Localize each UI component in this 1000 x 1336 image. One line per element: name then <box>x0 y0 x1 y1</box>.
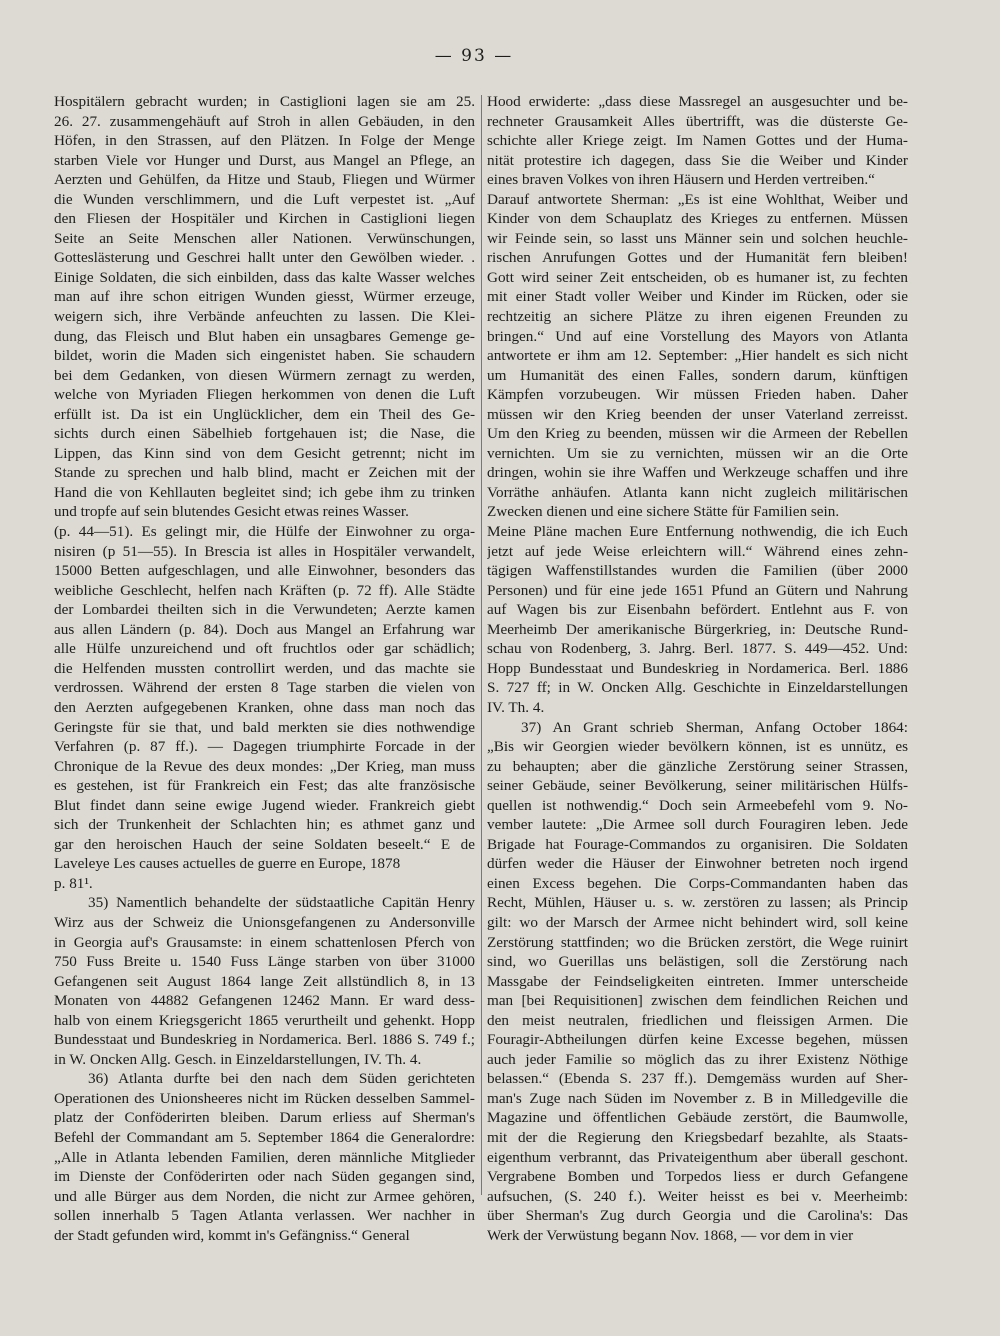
text-line: vernichten. Um sie zu vernichten, müssen wir an die Orte <box>487 444 908 462</box>
text-line: halb von einem Kriegsgericht 1865 verurtheilt und gehenkt. Hopp <box>54 1011 475 1029</box>
text-line: Vorräthe anhäufen. Atlanta kann nicht zugleich militärischen <box>487 483 908 501</box>
text-line: welche von Myriaden Fliegen herkommen von denen die Luft <box>54 386 475 404</box>
text-line: bei dem Gedanken, von diesen Würmern zernagt zu werden, <box>54 366 475 384</box>
text-line: Hand die von Kehllauten begleitet sind; ich gebe ihm zu trinken <box>54 483 475 501</box>
text-line: bildet, worin die Maden sich eingenistet haben. Sie schaudern <box>54 347 475 365</box>
text-line: Vergrabene Bomben und Torpedos liess er durch Gefangene <box>487 1168 908 1186</box>
text-line: gilt: wo der Marsch der Armee nicht behindert wird, soll keine <box>487 913 908 931</box>
text-line: IV. Th. 4. <box>487 698 545 716</box>
text-line: der Stadt gefunden wird, kommt in's Gefängniss.“ General <box>54 1226 410 1244</box>
text-line: über Sherman's Zug durch Georgia und die Carolina's: Das <box>487 1207 908 1225</box>
text-line: man auf ihre schon eitrigen Wunden giesst, Würmer erzeuge, <box>54 288 475 306</box>
text-line: „Alle in Atlanta lebenden Familien, deren männliche Mitglieder <box>54 1148 475 1166</box>
text-line: nisiren (p 51—55). In Brescia ist alles in Hospitäler verwandelt, <box>54 542 475 560</box>
text-line: jetzt auf jede Weise erleichtern will.“ Während eines zehn- <box>487 542 908 560</box>
text-line: Kämpfen vorzubeugen. Wir müssen Frieden haben. Daher <box>487 386 908 404</box>
text-line: Aerzten und Gehülfen, da Hitze und Staub, Fliegen und Würmer <box>54 171 475 189</box>
text-line: schichte aller Kriege zeigt. Im Namen Gottes und der Huma- <box>487 132 908 150</box>
text-line: den meist neutralen, friedlichen und fleissigen Armen. Die <box>487 1011 908 1029</box>
text-line: müssen wir den Krieg beenden der unser Vaterland zerreisst. <box>487 405 908 423</box>
text-line: Recht, Mühlen, Häuser u. s. w. zerstören zu lassen; als Princip <box>487 894 908 912</box>
text-line: rechneter Grausamkeit Alles übertrifft, was die düsterste Ge- <box>487 112 908 130</box>
text-line: man [bei Requisitionen] zwischen dem feindlichen Reichen und <box>487 992 908 1010</box>
text-line: alle Hülfe unzureichend und oft fruchtlos oder gar schädlich; <box>54 640 475 658</box>
text-line: nität protestire ich dagegen, dass Sie die Weiber und Kinder <box>487 151 908 169</box>
text-line: belassen.“ (Ebenda S. 237 ff.). Demgemäss wurden auf Sher- <box>487 1070 908 1088</box>
text-line: Verfahren (p. 87 ff.). — Dagegen triumphirte Forcade in der <box>54 738 475 756</box>
text-line: Gefangenen seit August 1864 lange Zeit allstündlich 8, in 13 <box>54 972 475 990</box>
text-line: rischen Anrufungen Gottes und der Humanität fern bleiben! <box>487 249 908 267</box>
text-line: Chronique de la Revue des deux mondes: „Der Krieg, man muss <box>54 757 475 775</box>
text-line: die Helfenden mussten controllirt werden, und das machte sie <box>54 659 475 677</box>
text-line: Darauf antwortete Sherman: „Es ist eine Wohlthat, Weiber und <box>487 190 908 208</box>
text-line: man's Zuge nach Süden im November z. B in Milledgeville die <box>487 1089 908 1107</box>
text-line: Seite an Seite Menschen aller Nationen. Verwünschungen, <box>54 229 475 247</box>
text-line: die Wunden verschlimmern, und die Luft verpestet ist. „Auf <box>54 190 475 208</box>
text-line: weigern sich, ihre Verbände anfeuchten zu lassen. Die Klei- <box>54 308 475 326</box>
text-line: Operationen des Unionsheeres nicht im Rücken desselben Sammel- <box>54 1089 475 1107</box>
text-line: weibliche Geschlecht, helfen nach Kräften (p. 72 ff). Alle Städte <box>54 581 475 599</box>
text-line: Meerheimb Der amerikanische Bürgerkrieg, in: Deutsche Rund- <box>487 620 908 638</box>
text-line: Hospitälern gebracht wurden; in Castiglioni lagen sie am 25. <box>54 93 475 110</box>
text-line: Bundesstaat und Bundeskrieg in Nordamerica. Berl. 1886 S. 749 f.; <box>54 1031 475 1049</box>
text-line: Lippen, das Kinn sind von dem Gesicht getrennt; nicht im <box>54 444 475 462</box>
text-line: Laveleye Les causes actuelles de guerre en Europe, 1878 <box>54 855 401 873</box>
text-line: 36) Atlanta durfte bei den nach dem Süden gerichteten <box>88 1070 475 1088</box>
text-line: Werk der Verwüstung begann Nov. 1868, — vor dem in vier <box>487 1226 854 1244</box>
text-line: und alle Bürger aus dem Norden, die nicht zur Armee gehören, <box>54 1187 475 1205</box>
text-line: in Georgia auf's Grausamste: in einem schattenlosen Pferch von <box>54 933 475 951</box>
text-line: Brigade hat Fourage-Commandos zu organisiren. Die Soldaten <box>487 835 908 853</box>
text-line: eines braven Volkes von ihren Häusern und Herden vertreiben.“ <box>487 171 875 189</box>
text-line: 15000 Betten aufgeschlagen, und alle Einwohner, besonders das <box>54 562 475 580</box>
text-line: platz der Conföderirten bleiben. Darum erliess auf Sherman's <box>54 1109 475 1127</box>
left-column <box>54 92 475 1245</box>
text-line: 26. 27. zusammengehäuft auf Stroh in allen Gebäuden, in den <box>54 112 475 130</box>
text-line: den Fliesen der Hospitäler und Kirchen in Castiglioni liegen <box>54 210 475 228</box>
text-line: dringen, wohin sie ihre Waffen und Werkzeuge schaffen und ihre <box>487 464 908 482</box>
text-line: erfüllt ist. Da ist ein Unglücklicher, dem ein Theil des Ge- <box>54 405 475 423</box>
text-line: Einige Soldaten, die sich einbilden, dass das kalte Wasser welches <box>54 268 475 286</box>
text-line: gar den heroischen Hauch der seine Soldaten beseelt.“ E de <box>54 835 475 853</box>
text-line: quellen ist nothwendig.“ Doch sein Armeebefehl vom 9. No- <box>487 796 908 814</box>
text-line: der Lombardei theilten sich in die Verwundeten; Aerzte kamen <box>54 601 475 619</box>
text-line: dürfen weder die Häuser der Einwohner betreten noch irgend <box>487 855 908 873</box>
text-line: Fouragir-Abtheilungen dürfen keine Excesse begehen, müssen <box>487 1031 908 1049</box>
text-line: seiner Gebäude, seiner Bevölkerung, seiner militärischen Hülfs- <box>487 777 908 795</box>
text-line: auf Wagen bis zur Eisenbahn befördert. Entlehnt aus F. von <box>487 601 908 619</box>
text-line: den Aerzten aufgegebenen Kranken, ohne dass man noch das <box>54 698 475 716</box>
text-line: Zwecken dienen und eine sichere Stätte für Familien sein. <box>487 503 840 521</box>
text-line: es gestehen, ist für Frankreich ein Fest; das alte französische <box>54 777 475 795</box>
text-line: vember lautete: „Die Armee soll durch Fouragiren leben. Jede <box>487 816 908 834</box>
text-line: 750 Fuss Breite u. 1540 Fuss Länge starben von über 31000 <box>54 953 475 971</box>
column-divider <box>481 95 482 1195</box>
text-line: Gott wird seiner Zeit entscheiden, ob es humaner ist, zu fechten <box>487 268 908 286</box>
text-line: mit der die Regierung den Kriegsbedarf bezahlte, als Staats- <box>487 1128 908 1146</box>
text-line: Geringste für sie that, und bald merkten sie dies nothwendige <box>54 718 475 736</box>
text-line: eigenthum verbrannt, das Privateigenthum aber überall geschont. <box>487 1148 908 1166</box>
text-line: Hopp Bundesstaat und Bundeskrieg in Nordamerica. Berl. 1886 <box>487 659 908 677</box>
text-line: Wirz aus der Schweiz die Unionsgefangenen zu Andersonville <box>54 913 475 931</box>
text-line: bringen.“ Und auf eine Vorstellung des Mayors von Atlanta <box>487 327 908 345</box>
text-line: 37) An Grant schrieb Sherman, Anfang October 1864: <box>521 718 908 736</box>
text-line: auch jeder Familie so möglich das zu ihrer Existenz Nöthige <box>487 1050 908 1068</box>
text-line: 35) Namentlich behandelte der südstaatliche Capitän Henry <box>88 894 475 912</box>
text-line: verdrossen. Während der ersten 8 Tage starben die vielen von <box>54 679 475 697</box>
text-line: tägigen Waffenstillstandes wurden die Familien (über 2000 <box>487 562 908 580</box>
text-line: antwortete er ihm am 12. September: „Hier handelt es sich nicht <box>487 347 908 365</box>
text-line: sich der Trunkenheit der Schlachten hin; es athmet ganz und <box>54 816 475 834</box>
page-number: — 93 — <box>434 46 514 66</box>
text-line: zu behaupten; aber die gänzliche Zerstörung seiner Strassen, <box>487 757 908 775</box>
text-line: rechtzeitig an sichere Plätze zu ihren eigenen Freunden zu <box>487 308 908 326</box>
text-line: Massgabe der Feindseligkeiten eintreten. Immer unterscheide <box>487 972 908 990</box>
text-line: (p. 44—51). Es gelingt mir, die Hülfe der Einwohner zu orga- <box>54 523 475 541</box>
text-line: sichts durch einen Säbelhieb fortgehauen ist; die Nase, die <box>54 425 475 443</box>
text-line: Kinder von dem Schauplatz des Krieges zu entfernen. Müssen <box>487 210 908 228</box>
text-line: Um den Krieg zu beenden, müssen wir die Armeen der Rebellen <box>487 425 908 443</box>
text-line: Hood erwiderte: „dass diese Massregel an ausgesuchter und be- <box>487 93 908 110</box>
text-line: um Humanität des einen Falles, sondern darum, künftigen <box>487 366 908 384</box>
text-line: einen Excess begehen. Die Corps-Commandanten haben das <box>487 874 908 892</box>
text-line: Magazine und öffentlichen Gebäude zerstört, die Baumwolle, <box>487 1109 908 1127</box>
text-line: mit einer Stadt voller Weiber und Kinder im Rücken, oder sie <box>487 288 908 306</box>
text-line: im Dienste der Conföderirten oder nach Süden gegangen sind, <box>54 1168 475 1186</box>
text-line: aus allen Ländern (p. 84). Doch aus Mangel an Erfahrung war <box>54 620 475 638</box>
text-line: starben Viele vor Hunger und Durst, aus Mangel an Pflege, an <box>54 151 475 169</box>
text-line: in W. Oncken Allg. Gesch. in Einzeldarstellungen, IV. Th. 4. <box>54 1050 422 1068</box>
text-line: Personen) und für eine jede 1651 Pfund an Gütern und Nahrung <box>487 581 908 599</box>
text-line: Gotteslästerung und Geschrei hallt unter den Gewölben wieder. . <box>54 249 475 267</box>
text-line: Blut findet dann seine ewige Jugend wieder. Frankreich giebt <box>54 796 475 814</box>
text-line: S. 727 ff; in W. Oncken Allg. Geschichte in Einzeldarstellungen <box>487 679 908 697</box>
text-line: „Bis wir Georgien wieder bevölkern können, ist es unnütz, es <box>487 738 908 756</box>
text-line: aufsuchen, (S. 240 f.). Weiter heisst es bei v. Meerheimb: <box>487 1187 908 1205</box>
text-line: Stande zu sprechen und halb blind, macht er Zeichen mit der <box>54 464 475 482</box>
text-line: und tropfe auf sein blutendes Gesicht etwas reines Wasser. <box>54 503 409 521</box>
right-column <box>487 92 908 1245</box>
text-line: sind, wo Guerillas uns belästigen, soll die Zerstörung nach <box>487 953 908 971</box>
text-line: wir Feinde sein, so lasst uns Männer sein und solchen heuchle- <box>487 229 908 247</box>
text-line: schau von Rodenberg, 3. Jahrg. Berl. 1877. S. 449—452. Und: <box>487 640 908 658</box>
text-line: Befehl der Commandant am 5. September 1864 die Generalordre: <box>54 1128 475 1146</box>
text-line: p. 81¹. <box>54 874 93 892</box>
text-line: sollen innerhalb 5 Tagen Atlanta verlassen. Wer nachher in <box>54 1207 475 1225</box>
text-line: Höfen, in den Strassen, auf den Plätzen. In Folge der Menge <box>54 132 475 150</box>
text-line: dung, das Fleisch und Blut haben ein unsagbares Gemenge ge- <box>54 327 475 345</box>
text-line: Meine Pläne machen Eure Entfernung nothwendig, die ich Euch <box>487 523 908 541</box>
text-line: Zerstörung stattfinden; wo die Brücken zerstört, die Wege ruinirt <box>487 933 908 951</box>
text-line: Monaten von 44882 Gefangenen 12462 Mann. Er ward dess- <box>54 992 475 1010</box>
